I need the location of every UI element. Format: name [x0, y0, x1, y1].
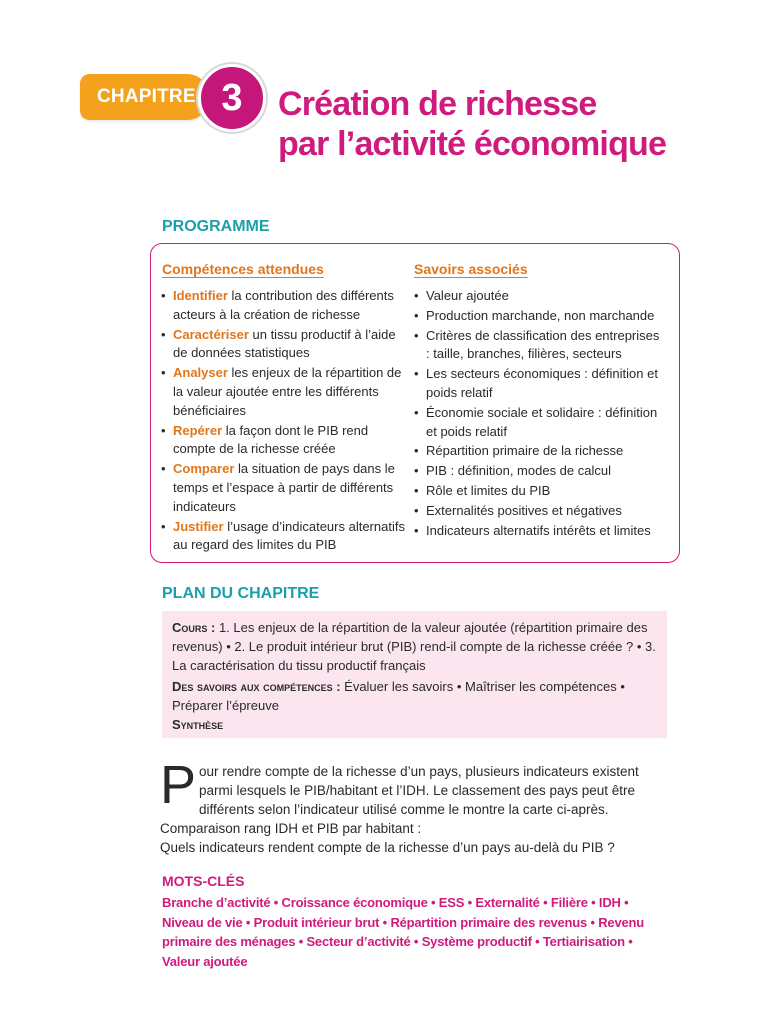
- competence-item: [161, 287, 406, 325]
- competence-verb: Analyser: [173, 365, 228, 381]
- savoir-item: • Répartition primaire de la richesse: [414, 442, 666, 461]
- mots-cles-heading: MOTS-CLÉS: [162, 873, 245, 889]
- savoirs-heading: Savoirs associés: [414, 261, 528, 277]
- savoirs-competences-label: Des savoirs aux compétences :: [172, 679, 341, 694]
- plan-cours: [172, 618, 657, 675]
- intro-text: our rendre compte de la richesse d’un pays, plusieurs indicateurs existent parmi lesquels le PIB/habitant et l’IDH. Le classement des pays peut être différents selon l’indicateur utilisé comme le montre la carte ci-après.: [199, 764, 639, 817]
- savoir-item: • Les secteurs économiques : définition et poids relatif: [414, 365, 666, 403]
- competence-text: la contribution des différents acteurs à la création de richesse: [173, 288, 394, 322]
- competence-item: [161, 518, 406, 556]
- savoir-item: • Indicateurs alternatifs intérêts et limites: [414, 522, 666, 541]
- page-title: [278, 84, 666, 164]
- savoir-item: • PIB : définition, modes de calcul: [414, 462, 666, 481]
- intro-question: Quels indicateurs rendent compte de la richesse d’un pays au-delà du PIB ?: [160, 840, 615, 855]
- synthese-label: Synthèse: [172, 717, 224, 732]
- competence-item: [161, 326, 406, 364]
- savoir-item: • Critères de classification des entreprises : taille, branches, filières, secteurs: [414, 327, 666, 365]
- savoir-item: • Externalités positives et négatives: [414, 502, 666, 521]
- comparison-text: Comparaison rang IDH et PIB par habitant :: [160, 821, 422, 836]
- programme-heading: PROGRAMME: [162, 218, 270, 235]
- savoir-item: • Valeur ajoutée: [414, 287, 666, 306]
- competence-text: un tissu productif à l’aide de données statistiques: [173, 326, 396, 361]
- competence-item: [161, 364, 406, 420]
- competence-verb: Justifier: [173, 518, 224, 534]
- competence-text: les enjeux de la répartition de la valeur ajoutée entre les différents bénéficiaires: [173, 365, 402, 418]
- competence-text: la situation de pays dans le temps et l’espace à partir de différents indicateurs: [173, 461, 395, 514]
- savoirs-competences-text: Évaluer les savoirs • Maîtriser les compétences • Préparer l’épreuve: [172, 679, 625, 713]
- competence-text: la façon dont le PIB rend compte de la richesse créée: [173, 422, 369, 457]
- competence-verb: Caractériser: [173, 326, 249, 342]
- competences-list: [161, 287, 406, 556]
- plan-heading: PLAN DU CHAPITRE: [162, 585, 320, 602]
- plan-box: [162, 611, 667, 738]
- chapter-number: 3: [198, 64, 266, 132]
- savoir-item: • Économie sociale et solidaire : définition et poids relatif: [414, 404, 666, 442]
- competence-verb: Comparer: [173, 461, 235, 477]
- intro-paragraph: [160, 755, 668, 838]
- drop-cap: P: [160, 755, 197, 815]
- mots-cles-list: Branche d’activité • Croissance économique • ESS • Externalité • Filière • IDH • Niveau de vie • Produit intérieur brut • Répartition primaire des revenus • Revenu primaire des ménages • Secteur d’activité • Système productif • Tertiairisation • Valeur ajoutée: [162, 895, 644, 969]
- savoirs-list: [414, 287, 666, 541]
- cours-text: 1. Les enjeux de la répartition de la valeur ajoutée (répartition primaire des revenus) • 2. Le produit intérieur brut (PIB) rend-il compte de la richesse créée ? • 3. La caractérisation du tissu productif français: [172, 620, 656, 673]
- title-line-2: par l’activité économique: [278, 125, 667, 163]
- competence-item: [161, 422, 406, 460]
- title-line-1: Création de richesse: [278, 85, 597, 123]
- competence-item: [161, 460, 406, 516]
- competence-text: l’usage d’indicateurs alternatifs au regard des limites du PIB: [173, 518, 405, 553]
- competence-verb: Repérer: [173, 422, 223, 438]
- savoir-item: • Production marchande, non marchande: [414, 307, 666, 326]
- chapter-label: CHAPITRE: [97, 86, 196, 107]
- competence-verb: Identifier: [173, 288, 228, 303]
- savoir-item: • Rôle et limites du PIB: [414, 482, 666, 501]
- plan-savoirs: [172, 677, 657, 715]
- competences-heading: Compétences attendues: [162, 261, 324, 277]
- cours-label: Cours :: [172, 620, 216, 635]
